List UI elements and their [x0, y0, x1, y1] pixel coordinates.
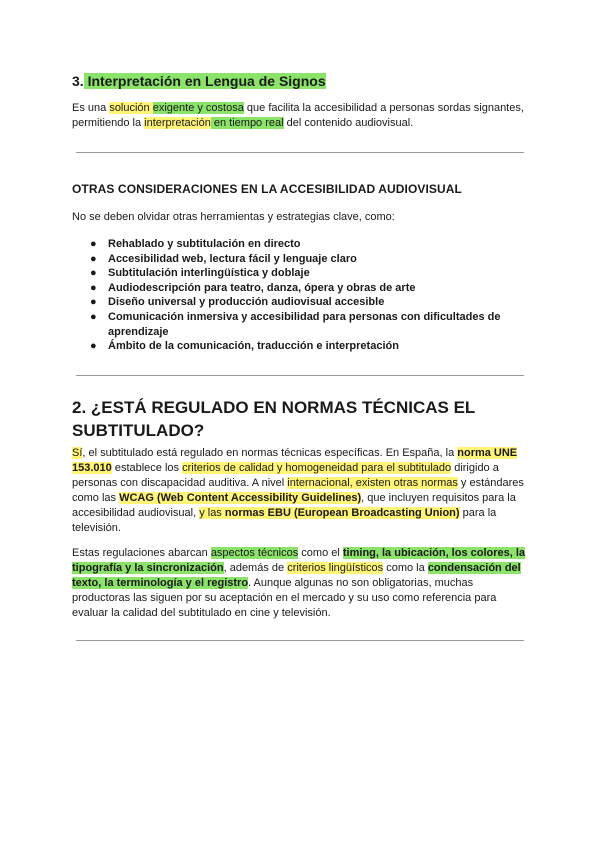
text-run: dirigido a personas con discapacidad auditiva. A nivel [72, 462, 499, 489]
section-3-paragraph [72, 101, 528, 131]
bullet-icon: ● [90, 267, 97, 280]
text-run: establece los [111, 462, 183, 474]
text-run: , que incluyen requisitos para la accesibilidad audiovisual, [72, 492, 516, 519]
highlight-yellow: y las [199, 507, 225, 519]
question-2-paragraph-1 [72, 446, 528, 536]
list-item-text: Diseño universal y producción audiovisual accesible [108, 296, 385, 309]
bullet-icon: ● [90, 281, 97, 294]
highlight-yellow: Sí [72, 447, 83, 459]
highlight-yellow: criterios lingüísticos [287, 562, 384, 574]
list-item [72, 266, 528, 281]
text-run: . Aunque algunas no son obligatorias, muchas productoras las siguen por su aceptación en el mercado y su uso como referencia para evaluar la calidad del subtitulado en cine y televisión. [72, 577, 497, 619]
highlight-yellow: criterios de calidad y homogeneidad para el subtitulado [182, 462, 452, 474]
list-item [72, 281, 528, 296]
list-item-text: Audiodescripción para teatro, danza, ópera y obras de arte [108, 281, 416, 294]
question-2-heading: 2. ¿ESTÁ REGULADO EN NORMAS TÉCNICAS EL SUBTITULADO? [72, 398, 475, 440]
list-item [72, 237, 528, 252]
list-item-text: Subtitulación interlingüística y doblaje [108, 267, 310, 280]
divider [76, 152, 524, 153]
otras-heading: OTRAS CONSIDERACIONES EN LA ACCESIBILIDAD AUDIOVISUAL [72, 182, 462, 196]
highlight-yellow: solución [109, 102, 153, 114]
text-run: para la televisión. [72, 507, 497, 534]
list-item [72, 310, 528, 339]
text-run: como la [383, 562, 428, 574]
highlight-green: en tiempo real [210, 117, 284, 129]
section-number: 3. [72, 73, 84, 89]
text-run: Es una [72, 102, 110, 114]
section-3-heading [72, 72, 528, 90]
list-item [72, 339, 528, 354]
bullet-icon: ● [90, 310, 97, 323]
list-item-text: Accesibilidad web, lectura fácil y lenguaje claro [108, 252, 357, 265]
highlight-yellow-bold: normas EBU (European Broadcasting Union) [224, 507, 460, 519]
question-2-paragraph-2 [72, 546, 528, 621]
highlight-yellow: internacional, existen otras normas [287, 477, 458, 489]
bullet-icon: ● [90, 340, 97, 353]
divider [76, 640, 524, 641]
bullet-icon: ● [90, 296, 97, 309]
highlight-green-bold: condensación del texto, la terminología y el registro [72, 562, 521, 589]
divider [76, 375, 524, 376]
list-item-text: Comunicación inmersiva y accesibilidad para personas con dificultades de aprendizaje [108, 310, 501, 338]
highlight-green: exigente y costosa [152, 102, 244, 114]
text-run: , el subtitulado está regulado en normas técnicas específicas. En España, la [82, 447, 458, 459]
highlight-green: aspectos técnicos [210, 547, 299, 559]
highlight-yellow: interpretación [144, 117, 211, 129]
bullet-icon: ● [90, 238, 97, 250]
highlight-yellow-bold: norma UNE 153.010 [72, 447, 518, 474]
highlight-yellow-bold: WCAG (Web Content Accessibility Guidelines) [119, 492, 362, 504]
bullet-icon: ● [90, 252, 97, 265]
otras-intro: No se deben olvidar otras herramientas y estrategias clave, como: [72, 211, 395, 223]
text-run: , además de [223, 562, 288, 574]
highlight-green-bold: timing, la ubicación, los colores, la tipografía y la sincronización [72, 547, 526, 574]
text-run: y estándares como las [72, 477, 524, 504]
section-title: Interpretación en Lengua de Signos [83, 73, 326, 89]
considerations-list [72, 237, 528, 354]
text-run: como el [298, 547, 343, 559]
list-item-text: Rehablado y subtitulación en directo [108, 238, 301, 250]
list-item [72, 295, 528, 310]
list-item [72, 252, 528, 267]
text-run: del contenido audiovisual. [283, 117, 414, 129]
text-run: Estas regulaciones abarcan [72, 547, 211, 559]
list-item-text: Ámbito de la comunicación, traducción e interpretación [108, 340, 399, 353]
text-run: que facilita la accesibilidad a personas sordas signantes, permitiendo la [72, 102, 524, 129]
